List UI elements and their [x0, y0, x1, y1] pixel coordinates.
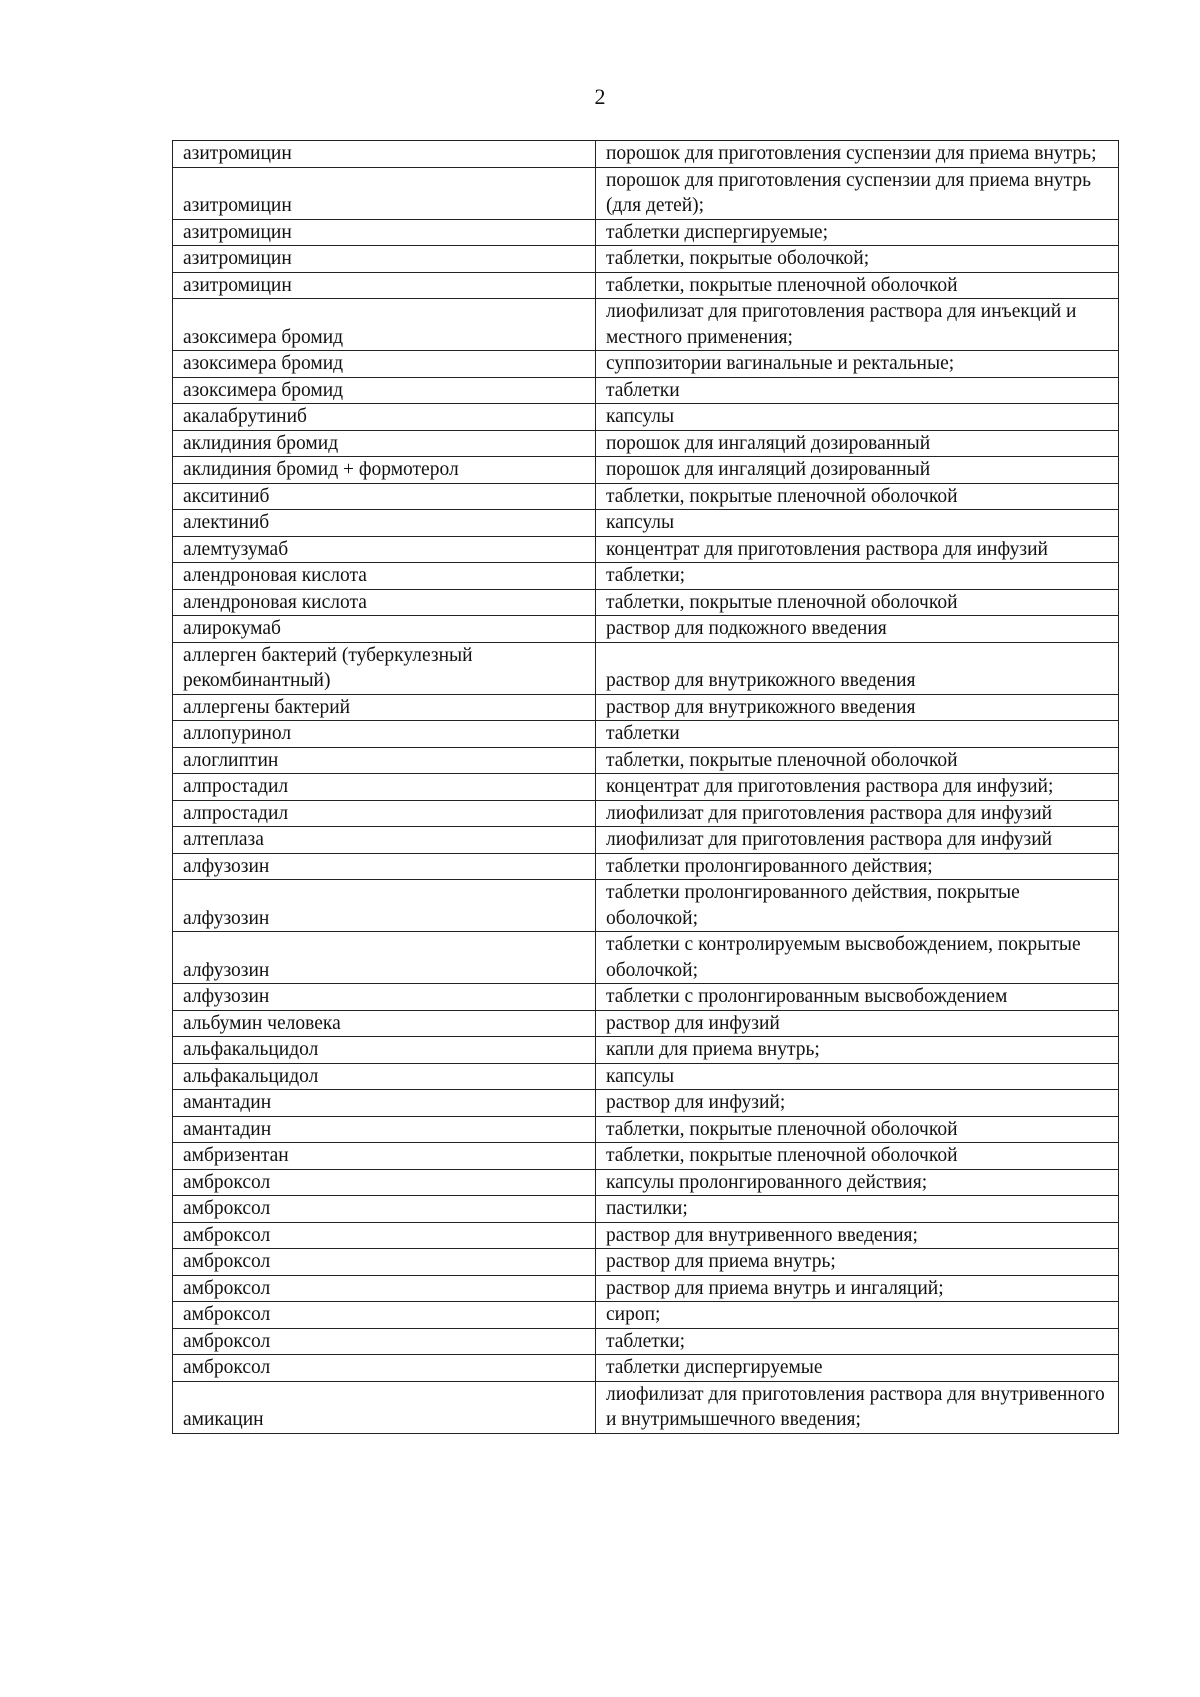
table-row — [173, 932, 1119, 984]
table-row — [173, 299, 1119, 351]
drug-name-cell: амброксол — [173, 1169, 596, 1196]
drug-name-cell: алирокумаб — [173, 616, 596, 643]
dosage-form-cell: лиофилизат для приготовления раствора для инфузий — [596, 827, 1119, 854]
table-row — [173, 483, 1119, 510]
table-row — [173, 536, 1119, 563]
dosage-form-cell: капли для приема внутрь; — [596, 1037, 1119, 1064]
table-row — [173, 1302, 1119, 1329]
table-row — [173, 1010, 1119, 1037]
table-row — [173, 246, 1119, 273]
dosage-form-cell: таблетки пролонгированного действия; — [596, 853, 1119, 880]
drug-name-cell: азитромицин — [173, 246, 596, 273]
table-row — [173, 827, 1119, 854]
dosage-form-cell: концентрат для приготовления раствора для инфузий; — [596, 774, 1119, 801]
dosage-form-cell: капсулы — [596, 1063, 1119, 1090]
drug-name-cell: алендроновая кислота — [173, 589, 596, 616]
table-row — [173, 1037, 1119, 1064]
dosage-form-cell: таблетки пролонгированного действия, покрытые оболочкой; — [596, 880, 1119, 932]
drug-name-cell: амброксол — [173, 1328, 596, 1355]
drug-name-cell: алфузозин — [173, 932, 596, 984]
drug-name-cell: азоксимера бромид — [173, 299, 596, 351]
dosage-form-cell: таблетки, покрытые пленочной оболочкой — [596, 1116, 1119, 1143]
dosage-form-cell: порошок для приготовления суспензии для приема внутрь (для детей); — [596, 167, 1119, 219]
dosage-form-cell: капсулы — [596, 510, 1119, 537]
drug-name-cell: аллопуринол — [173, 721, 596, 748]
dosage-form-cell: таблетки, покрытые пленочной оболочкой — [596, 483, 1119, 510]
dosage-form-cell: таблетки, покрытые пленочной оболочкой — [596, 747, 1119, 774]
dosage-form-cell: лиофилизат для приготовления раствора для внутривенного и внутримышечного введения; — [596, 1381, 1119, 1433]
table-row — [173, 1196, 1119, 1223]
table-row — [173, 1143, 1119, 1170]
drug-name-cell: амбризентан — [173, 1143, 596, 1170]
dosage-form-cell: раствор для внутрикожного введения — [596, 694, 1119, 721]
drug-name-cell: алоглиптин — [173, 747, 596, 774]
drug-name-cell: алпростадил — [173, 800, 596, 827]
drug-name-cell: аллерген бактерий (туберкулезный рекомбинантный) — [173, 642, 596, 694]
drug-name-cell: амброксол — [173, 1302, 596, 1329]
table-row — [173, 1222, 1119, 1249]
dosage-form-cell: лиофилизат для приготовления раствора для инъекций и местного применения; — [596, 299, 1119, 351]
table-row — [173, 589, 1119, 616]
dosage-form-cell: капсулы пролонгированного действия; — [596, 1169, 1119, 1196]
table-row — [173, 1063, 1119, 1090]
drug-name-cell: алфузозин — [173, 984, 596, 1011]
dosage-form-cell: суппозитории вагинальные и ректальные; — [596, 351, 1119, 378]
table-row — [173, 377, 1119, 404]
dosage-form-cell: порошок для приготовления суспензии для приема внутрь; — [596, 141, 1119, 168]
drug-name-cell: альбумин человека — [173, 1010, 596, 1037]
table-row — [173, 721, 1119, 748]
drug-name-cell: азитромицин — [173, 219, 596, 246]
dosage-form-cell: таблетки; — [596, 1328, 1119, 1355]
table-row — [173, 351, 1119, 378]
table-row — [173, 984, 1119, 1011]
drug-name-cell: амантадин — [173, 1090, 596, 1117]
drug-name-cell: амброксол — [173, 1222, 596, 1249]
table-row — [173, 800, 1119, 827]
drug-name-cell: амантадин — [173, 1116, 596, 1143]
drug-name-cell: азитромицин — [173, 272, 596, 299]
page-number: 2 — [594, 84, 606, 109]
table-row — [173, 1355, 1119, 1382]
drug-name-cell: алфузозин — [173, 853, 596, 880]
drug-name-cell: амикацин — [173, 1381, 596, 1433]
drug-name-cell: алфузозин — [173, 880, 596, 932]
table-row — [173, 563, 1119, 590]
drug-name-cell: азитромицин — [173, 167, 596, 219]
table-row — [173, 141, 1119, 168]
drug-name-cell: аклидиния бромид — [173, 430, 596, 457]
dosage-form-cell: пастилки; — [596, 1196, 1119, 1223]
drug-name-cell: алектиниб — [173, 510, 596, 537]
table-row — [173, 457, 1119, 484]
drug-name-cell: аклидиния бромид + формотерол — [173, 457, 596, 484]
table-row — [173, 1275, 1119, 1302]
drug-name-cell: азоксимера бромид — [173, 351, 596, 378]
table-row — [173, 747, 1119, 774]
table-row — [173, 272, 1119, 299]
drug-name-cell: алтеплаза — [173, 827, 596, 854]
dosage-form-cell: таблетки с контролируемым высвобождением, покрытые оболочкой; — [596, 932, 1119, 984]
table-row — [173, 430, 1119, 457]
dosage-form-cell: порошок для ингаляций дозированный — [596, 457, 1119, 484]
dosage-form-cell: таблетки; — [596, 563, 1119, 590]
drug-table — [172, 140, 1119, 1434]
table-row — [173, 510, 1119, 537]
table-row — [173, 1090, 1119, 1117]
drug-name-cell: амброксол — [173, 1196, 596, 1223]
dosage-form-cell: таблетки, покрытые оболочкой; — [596, 246, 1119, 273]
dosage-form-cell: раствор для приема внутрь; — [596, 1249, 1119, 1276]
drug-name-cell: алемтузумаб — [173, 536, 596, 563]
drug-name-cell: акалабрутиниб — [173, 404, 596, 431]
table-row — [173, 1169, 1119, 1196]
drug-name-cell: амброксол — [173, 1249, 596, 1276]
drug-name-cell: азоксимера бромид — [173, 377, 596, 404]
dosage-form-cell: таблетки — [596, 377, 1119, 404]
drug-name-cell: альфакальцидол — [173, 1063, 596, 1090]
dosage-form-cell: лиофилизат для приготовления раствора для инфузий — [596, 800, 1119, 827]
dosage-form-cell: таблетки с пролонгированным высвобождением — [596, 984, 1119, 1011]
dosage-form-cell: таблетки диспергируемые; — [596, 219, 1119, 246]
dosage-form-cell: раствор для внутрикожного введения — [596, 642, 1119, 694]
dosage-form-cell: сироп; — [596, 1302, 1119, 1329]
dosage-form-cell: таблетки — [596, 721, 1119, 748]
table-row — [173, 694, 1119, 721]
drug-name-cell: амброксол — [173, 1275, 596, 1302]
drug-name-cell: альфакальцидол — [173, 1037, 596, 1064]
drug-table-body — [173, 141, 1119, 1434]
dosage-form-cell: порошок для ингаляций дозированный — [596, 430, 1119, 457]
table-row — [173, 219, 1119, 246]
dosage-form-cell: раствор для приема внутрь и ингаляций; — [596, 1275, 1119, 1302]
dosage-form-cell: раствор для инфузий; — [596, 1090, 1119, 1117]
table-row — [173, 616, 1119, 643]
table-row — [173, 853, 1119, 880]
drug-name-cell: аллергены бактерий — [173, 694, 596, 721]
table-row — [173, 1116, 1119, 1143]
table-row — [173, 880, 1119, 932]
dosage-form-cell: раствор для подкожного введения — [596, 616, 1119, 643]
table-row — [173, 1249, 1119, 1276]
table-row — [173, 167, 1119, 219]
table-row — [173, 642, 1119, 694]
table-row — [173, 404, 1119, 431]
drug-name-cell: алендроновая кислота — [173, 563, 596, 590]
table-row — [173, 1381, 1119, 1433]
dosage-form-cell: раствор для внутривенного введения; — [596, 1222, 1119, 1249]
drug-name-cell: азитромицин — [173, 141, 596, 168]
dosage-form-cell: таблетки, покрытые пленочной оболочкой — [596, 589, 1119, 616]
drug-name-cell: акситиниб — [173, 483, 596, 510]
dosage-form-cell: таблетки, покрытые пленочной оболочкой — [596, 272, 1119, 299]
drug-name-cell: амброксол — [173, 1355, 596, 1382]
dosage-form-cell: капсулы — [596, 404, 1119, 431]
table-row — [173, 1328, 1119, 1355]
dosage-form-cell: концентрат для приготовления раствора для инфузий — [596, 536, 1119, 563]
dosage-form-cell: таблетки диспергируемые — [596, 1355, 1119, 1382]
table-row — [173, 774, 1119, 801]
dosage-form-cell: раствор для инфузий — [596, 1010, 1119, 1037]
dosage-form-cell: таблетки, покрытые пленочной оболочкой — [596, 1143, 1119, 1170]
drug-name-cell: алпростадил — [173, 774, 596, 801]
